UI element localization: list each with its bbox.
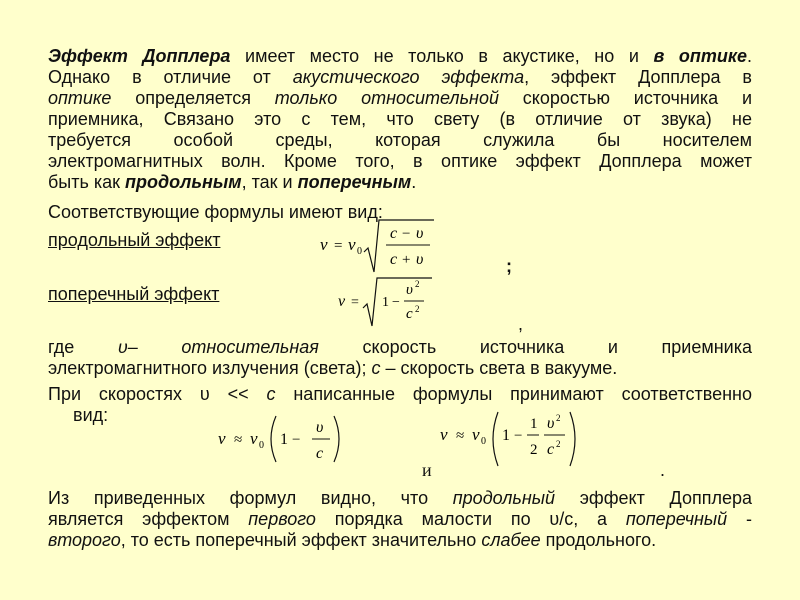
intro-line-7 bbox=[48, 172, 752, 193]
nu-symbol: ν bbox=[440, 425, 448, 444]
text: продольным bbox=[125, 172, 242, 192]
equals-sign: = bbox=[351, 295, 359, 310]
where-line-1 bbox=[48, 337, 752, 358]
term-in-optics: в оптике bbox=[653, 46, 747, 66]
half-numerator: 1 bbox=[530, 416, 538, 432]
c-symbol: c bbox=[316, 445, 324, 462]
longitudinal-effect-label: продольный эффект bbox=[48, 230, 221, 250]
upsilon-symbol: υ bbox=[316, 419, 324, 436]
minus-sign: − bbox=[292, 432, 301, 448]
and-word: и bbox=[422, 460, 432, 480]
one: 1 bbox=[280, 431, 288, 448]
text: эффект Допплера bbox=[555, 488, 752, 508]
left-paren bbox=[493, 412, 498, 466]
superscript-2: 2 bbox=[415, 304, 420, 314]
subscript-0: 0 bbox=[259, 440, 264, 451]
approx-sign: ≈ bbox=[234, 432, 243, 448]
text: слабее bbox=[481, 530, 541, 550]
text: относительная bbox=[181, 337, 319, 357]
nu-symbol: ν bbox=[218, 429, 226, 448]
c-symbol: c bbox=[390, 225, 398, 242]
term-doppler-effect: Эффект Допплера bbox=[48, 46, 231, 66]
text: При скоростях υ << bbox=[48, 384, 267, 404]
formula-approx-longitudinal bbox=[216, 410, 346, 468]
intro-line-1 bbox=[48, 46, 752, 67]
formula-approx-longitudinal-svg bbox=[216, 410, 346, 468]
text: оптике bbox=[48, 88, 112, 108]
text: , так и bbox=[241, 172, 298, 192]
upsilon-symbol: υ bbox=[406, 282, 413, 298]
transverse-effect-label: поперечный эффект bbox=[48, 284, 220, 304]
conclusion-line-1 bbox=[48, 488, 752, 509]
upsilon-symbol: υ bbox=[547, 415, 555, 432]
right-paren bbox=[570, 412, 575, 466]
intro-line-6: электромагнитных волн. Кроме того, в оптике эффект Допплера может bbox=[48, 151, 752, 171]
conclusion-line-3 bbox=[48, 530, 752, 551]
left-paren bbox=[271, 416, 276, 462]
text: Из приведенных формул видно, что bbox=[48, 488, 453, 508]
text: υ bbox=[117, 337, 128, 357]
formulas-intro: Соответствующие формулы имеют вид: bbox=[48, 202, 383, 222]
superscript-2: 2 bbox=[556, 439, 561, 449]
text: является эффектом bbox=[48, 509, 249, 529]
text: скорость источника и приемника bbox=[318, 337, 752, 357]
c-symbol: c bbox=[406, 306, 413, 322]
formula-approx-transverse bbox=[438, 410, 588, 470]
text: поперечный bbox=[625, 509, 728, 529]
nu0-symbol: ν bbox=[348, 235, 356, 254]
text: имеет место не только в акустике, но и bbox=[230, 46, 654, 66]
subscript-0: 0 bbox=[481, 436, 486, 447]
approx-sign: ≈ bbox=[456, 428, 465, 444]
plus-sign: + bbox=[402, 252, 411, 268]
where-paragraph bbox=[48, 337, 752, 379]
nu0-symbol: ν bbox=[250, 429, 258, 448]
nu0-symbol: ν bbox=[472, 425, 480, 444]
intro-line-5: требуется особой среды, которая служила бы носителем bbox=[48, 130, 752, 150]
text: первого bbox=[248, 509, 316, 529]
subscript-0: 0 bbox=[357, 246, 362, 257]
text: определяется bbox=[111, 88, 275, 108]
text: порядка малости по υ/c, а bbox=[315, 509, 626, 529]
formula-approx-transverse-svg bbox=[438, 410, 588, 470]
semicolon: ; bbox=[506, 256, 512, 276]
minus-sign: − bbox=[392, 295, 400, 310]
upsilon-symbol: υ bbox=[416, 225, 424, 242]
text: , то есть поперечный эффект значительно bbox=[120, 530, 482, 550]
formula-transverse-svg bbox=[336, 274, 436, 332]
one: 1 bbox=[502, 427, 510, 444]
minus-sign: − bbox=[514, 428, 523, 444]
right-paren bbox=[334, 416, 339, 462]
period: . bbox=[660, 460, 666, 480]
conclusion-paragraph bbox=[48, 488, 752, 551]
text: продольный bbox=[452, 488, 556, 508]
text: c bbox=[266, 384, 276, 404]
text: – скорость света в вакууме. bbox=[380, 358, 618, 378]
sqrt-sign bbox=[364, 220, 434, 272]
text: Однако в отличие от bbox=[48, 67, 293, 87]
formula-transverse bbox=[336, 274, 436, 332]
minus-sign: − bbox=[402, 226, 411, 242]
text: скоростью источника и bbox=[498, 88, 752, 108]
upsilon-symbol: υ bbox=[416, 251, 424, 268]
text: написанные формулы принимают соответственно bbox=[275, 384, 752, 404]
text: c bbox=[371, 358, 381, 378]
text: где bbox=[48, 337, 118, 357]
intro-line-4: приемника, Связано это с тем, что свету (в отличие от звука) не bbox=[48, 109, 752, 129]
text: . bbox=[747, 46, 753, 66]
speeds-line-2: вид: bbox=[73, 405, 109, 425]
text: акустического эффекта bbox=[292, 67, 525, 87]
text: продольного. bbox=[540, 530, 657, 550]
formula-longitudinal-svg bbox=[318, 218, 438, 278]
c-symbol: c bbox=[390, 251, 398, 268]
nu-symbol: ν bbox=[338, 293, 346, 310]
text: - bbox=[727, 509, 752, 529]
comma: , bbox=[518, 314, 524, 334]
intro-paragraph bbox=[48, 46, 752, 193]
text: электромагнитного излучения (света); bbox=[48, 358, 372, 378]
intro-line-2 bbox=[48, 67, 752, 88]
c-symbol: c bbox=[547, 441, 555, 458]
text: быть как bbox=[48, 172, 126, 192]
equals-sign: = bbox=[334, 238, 343, 254]
where-line-2 bbox=[48, 358, 752, 379]
text: , эффект Допплера в bbox=[524, 67, 752, 87]
speeds-line-1 bbox=[48, 384, 752, 405]
intro-line-3 bbox=[48, 88, 752, 109]
text: поперечным bbox=[297, 172, 412, 192]
nu-symbol: ν bbox=[320, 235, 328, 254]
superscript-2: 2 bbox=[556, 413, 561, 423]
text: второго bbox=[48, 530, 121, 550]
text: . bbox=[411, 172, 417, 192]
text: – bbox=[127, 337, 182, 357]
text: только относительной bbox=[274, 88, 499, 108]
half-denominator: 2 bbox=[530, 442, 538, 458]
speeds-paragraph bbox=[48, 384, 752, 426]
superscript-2: 2 bbox=[415, 279, 420, 289]
formula-longitudinal bbox=[318, 218, 438, 278]
one: 1 bbox=[382, 295, 389, 310]
conclusion-line-2 bbox=[48, 509, 752, 530]
